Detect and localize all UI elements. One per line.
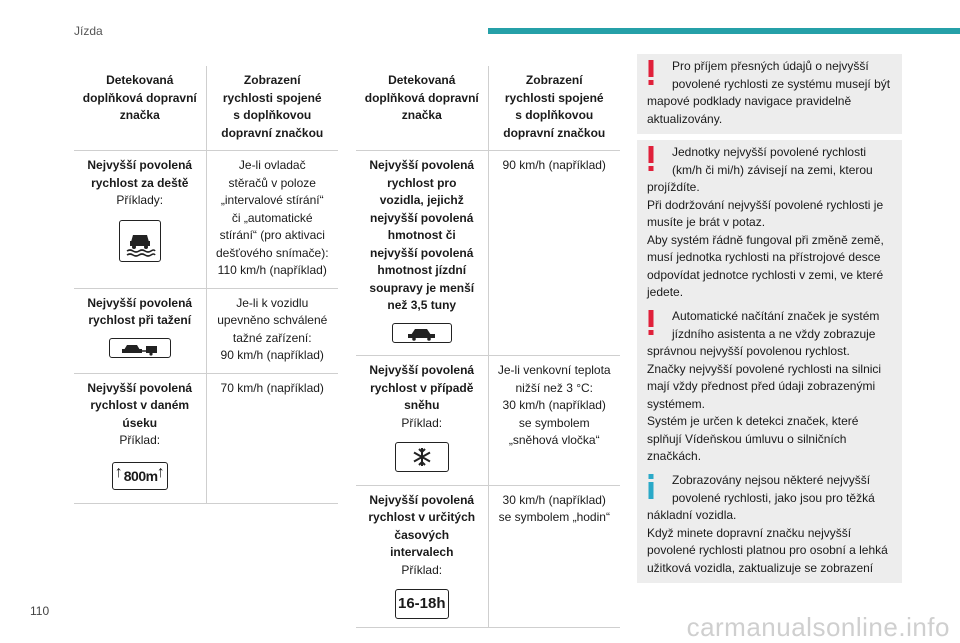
sign-cell: Nejvyšší povolená rychlost za deště Příklady: xyxy=(74,151,206,289)
signs-table-right xyxy=(356,66,620,628)
header-displayed-speed: Zobrazení rychlosti spojené s doplňkovou dopravní značkou xyxy=(206,66,338,151)
sign-cell: Nejvyšší povolená rychlost při tažení xyxy=(74,288,206,373)
table-row xyxy=(74,151,338,289)
exclamation-icon xyxy=(647,60,655,86)
info-note: Zobrazovány nejsou některé nejvyšší povolené rychlosti, jako jsou pro těžká nákladní vozidla. Když minete dopravní značku nejvyšší povolené rychlosti platnou pro osobní a lehká užitková vozidla, zaktualizuje se zobrazení xyxy=(637,468,902,583)
warning-note: Jednotky nejvyšší povolené rychlosti (km/h či mi/h) závisejí na zemi, kterou projíždíte. Při dodržování nejvyšší povolené rychlosti je musíte je brát v potaz. Aby systém řádně fungoval při změně země, musí jednotka rychlosti na přístrojové desce odpovídat jednotce rychlosti v zemi, ve které jedete. xyxy=(637,140,902,308)
info-icon xyxy=(647,474,655,500)
speed-cell: 70 km/h (například) xyxy=(206,373,338,504)
exclamation-icon xyxy=(647,146,655,172)
time-interval-sign-icon: 16-18h xyxy=(395,589,449,619)
speed-cell: 90 km/h (například) xyxy=(488,151,620,356)
header-detected-sign: Detekovaná doplňková dopravní značka xyxy=(356,66,488,151)
distance-sign-icon: ↑ 800m ↑ xyxy=(112,462,168,490)
car-sign-icon xyxy=(392,323,452,343)
signs-table-left xyxy=(74,66,338,504)
table-row xyxy=(74,373,338,504)
exclamation-icon xyxy=(647,310,655,336)
page-number: 110 xyxy=(30,604,50,618)
warning-note: Pro příjem přesných údajů o nejvyšší povolené rychlosti ze systému musejí být mapové podklady navigace pravidelně aktualizovány. xyxy=(637,54,902,134)
speed-cell: Je-li venkovní teplota nižší než 3 °C: 30 km/h (například) se symbolem „sněhová vločka“ xyxy=(488,356,620,486)
car-trailer-sign-icon xyxy=(109,338,171,358)
header-accent-bar xyxy=(488,28,960,34)
sign-cell: Nejvyšší povolená rychlost v případě sněhu Příklad: xyxy=(356,356,488,486)
snowflake-sign-icon xyxy=(395,442,449,472)
speed-cell: Je-li ovladač stěračů v poloze „intervalové stírání“ či „automatické stírání“ (pro aktivaci dešťového snímače): 110 km/h (například) xyxy=(206,151,338,289)
table-row xyxy=(74,288,338,373)
speed-cell: 30 km/h (například) se symbolem „hodin“ xyxy=(488,485,620,628)
table-row xyxy=(356,151,620,356)
sign-cell: Nejvyšší povolená rychlost pro vozidla, jejichž nejvyšší povolená hmotnost či nejvyšší povolená hmotnost jízdní soupravy je menší než 3,5 tuny xyxy=(356,151,488,356)
sign-cell: Nejvyšší povolená rychlost v určitých časových intervalech Příklad: 16-18h xyxy=(356,485,488,628)
table-row xyxy=(356,485,620,628)
section-title: Jízda xyxy=(74,24,103,38)
watermark: carmanualsonline.info xyxy=(686,612,950,642)
table-header-row xyxy=(74,66,338,151)
sign-cell: Nejvyšší povolená rychlost v daném úseku Příklad: ↑ 800m ↑ xyxy=(74,373,206,504)
table-header-row xyxy=(356,66,620,151)
warning-note: Automatické načítání značek je systém jízdního asistenta a ne vždy zobrazuje správnou nejvyšší povolenou rychlost. Značky nejvyšší povolené rychlosti na silnici mají vždy přednost před údaji zobrazenými systémem. Systém je určen k detekci značek, které splňují Vídeňskou úmluvu o silničních značkách. xyxy=(637,304,902,472)
table-row xyxy=(356,356,620,486)
header-displayed-speed: Zobrazení rychlosti spojené s doplňkovou dopravní značkou xyxy=(488,66,620,151)
header-detected-sign: Detekovaná doplňková dopravní značka xyxy=(74,66,206,151)
speed-cell: Je-li k vozidlu upevněno schválené tažné zařízení: 90 km/h (například) xyxy=(206,288,338,373)
rain-road-sign-icon xyxy=(119,220,161,262)
